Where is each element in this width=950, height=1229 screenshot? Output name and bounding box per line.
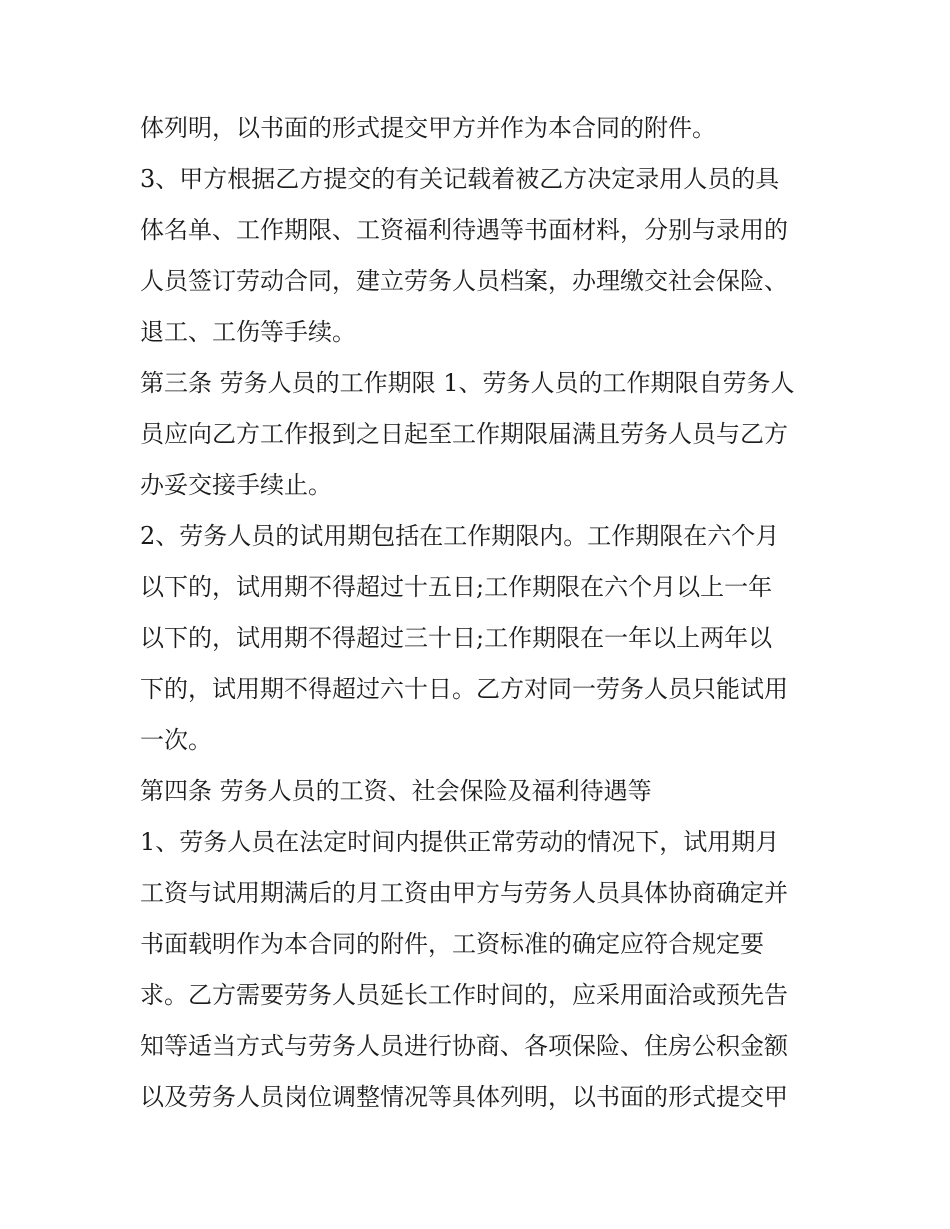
text-line: 退工、工伤等手续。 <box>140 318 356 346</box>
text-line: 2、劳务人员的试用期包括在工作期限内。工作期限在六个月 <box>140 522 780 550</box>
text-line: 书面载明作为本合同的附件，工资标准的确定应符合规定要 <box>140 930 764 958</box>
text-line: 体名单、工作期限、工资福利待遇等书面材料，分别与录用的 <box>140 216 788 244</box>
text-line: 知等适当方式与劳务人员进行协商、各项保险、住房公积金额 <box>140 1032 788 1060</box>
text-line: 1、劳务人员在法定时间内提供正常劳动的情况下，试用期月 <box>140 828 780 856</box>
text-line: 体列明，以书面的形式提交甲方并作为本合同的附件。 <box>140 114 716 142</box>
text-line: 一次。 <box>140 726 212 754</box>
text-line: 以下的，试用期不得超过三十日;工作期限在一年以上两年以 <box>140 624 773 652</box>
text-line: 以下的，试用期不得超过十五日;工作期限在六个月以上一年 <box>140 573 773 601</box>
article-heading-line: 第四条 劳务人员的工资、社会保险及福利待遇等 <box>140 777 652 805</box>
text-line: 工资与试用期满后的月工资由甲方与劳务人员具体协商确定并 <box>140 879 788 907</box>
text-line: 下的，试用期不得超过六十日。乙方对同一劳务人员只能试用 <box>140 675 788 703</box>
document-body <box>140 103 815 1123</box>
text-line: 3、甲方根据乙方提交的有关记载着被乙方决定录用人员的具 <box>140 165 780 193</box>
text-line: 员应向乙方工作报到之日起至工作期限届满且劳务人员与乙方 <box>140 420 788 448</box>
text-line: 求。乙方需要劳务人员延长工作时间的，应采用面洽或预先告 <box>140 981 788 1009</box>
text-line: 办妥交接手续止。 <box>140 471 332 499</box>
text-line: 人员签订劳动合同，建立劳务人员档案，办理缴交社会保险、 <box>140 267 788 295</box>
article-heading-line: 第三条 劳务人员的工作期限 1、劳务人员的工作期限自劳务人 <box>140 369 795 397</box>
text-line: 以及劳务人员岗位调整情况等具体列明，以书面的形式提交甲 <box>140 1083 788 1111</box>
